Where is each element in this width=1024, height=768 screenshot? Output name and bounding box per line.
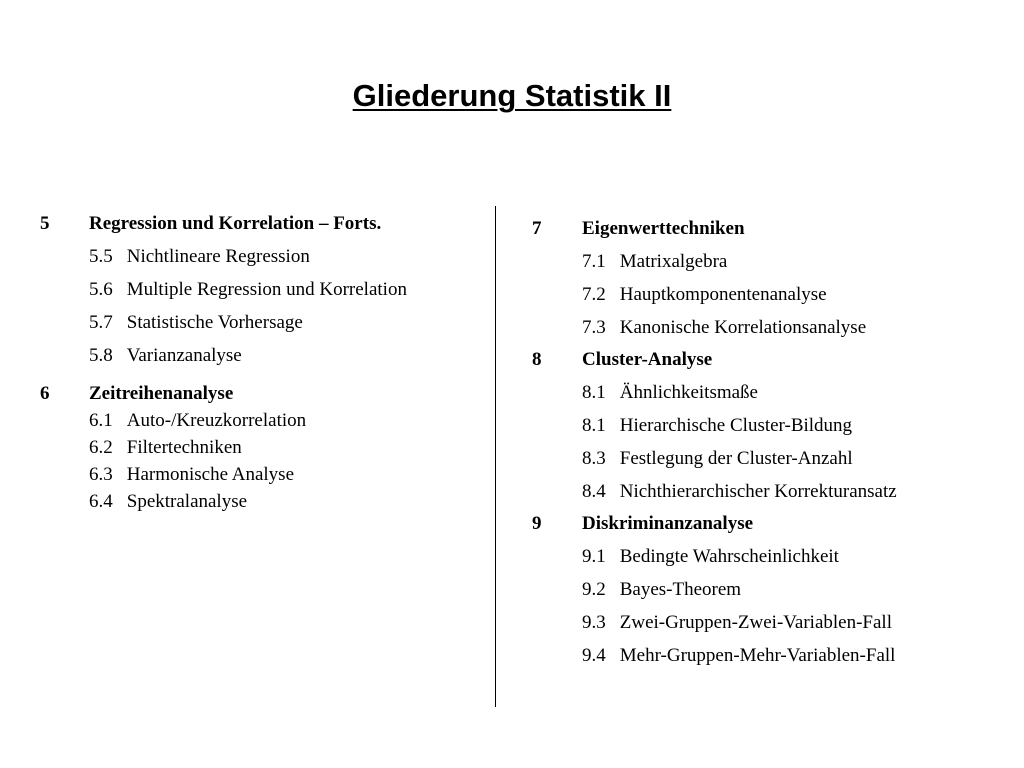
item-label: Hauptkomponentenanalyse [619, 284, 827, 305]
page-title-text: Gliederung Statistik II [352, 78, 672, 113]
item-number: 6.3 [89, 464, 113, 485]
list-item [89, 463, 294, 487]
list-item [89, 245, 310, 269]
item-label: Spektralanalyse [126, 491, 248, 512]
item-label: Kanonische Korrelationsanalyse [619, 317, 867, 338]
item-number: 8.3 [582, 448, 606, 469]
item-number: 6.1 [89, 410, 113, 431]
item-label: Ähnlichkeitsmaße [619, 382, 758, 403]
item-label: Auto-/Kreuzkorrelation [126, 410, 307, 431]
list-item [582, 316, 866, 340]
list-item [89, 344, 242, 368]
list-item [582, 381, 758, 405]
list-item [582, 414, 852, 438]
list-item [89, 409, 306, 433]
item-number: 7.3 [582, 317, 606, 338]
item-label: Mehr-Gruppen-Mehr-Variablen-Fall [619, 645, 896, 666]
list-item [582, 644, 895, 668]
list-item [582, 480, 897, 504]
item-label: Nichtlineare Regression [126, 246, 310, 267]
list-item [582, 611, 892, 635]
item-number: 9.1 [582, 546, 606, 567]
item-number: 8.1 [582, 415, 606, 436]
item-number: 5.5 [89, 246, 113, 267]
item-label: Festlegung der Cluster-Anzahl [619, 448, 853, 469]
item-label: Varianzanalyse [126, 345, 242, 366]
list-item [89, 490, 247, 514]
list-item [582, 447, 853, 471]
item-number: 7.1 [582, 251, 606, 272]
list-item [582, 545, 839, 569]
section-number: 8 [532, 349, 542, 370]
list-item [582, 283, 827, 307]
item-number: 8.1 [582, 382, 606, 403]
item-number: 7.2 [582, 284, 606, 305]
list-item [582, 250, 727, 274]
section-number: 6 [40, 383, 50, 404]
item-label: Zwei-Gruppen-Zwei-Variablen-Fall [619, 612, 892, 633]
section-heading: Regression und Korrelation – Forts. [89, 213, 382, 234]
item-label: Statistische Vorhersage [126, 312, 303, 333]
item-number: 6.4 [89, 491, 113, 512]
column-divider [495, 206, 496, 707]
item-number: 8.4 [582, 481, 606, 502]
page-title [0, 76, 1024, 116]
section-heading: Diskriminanzanalyse [582, 513, 754, 534]
section-number: 9 [532, 513, 542, 534]
item-label: Harmonische Analyse [126, 464, 295, 485]
item-label: Bedingte Wahrscheinlichkeit [619, 546, 839, 567]
item-number: 9.4 [582, 645, 606, 666]
item-label: Nichthierarchischer Korrekturansatz [619, 481, 897, 502]
list-item [582, 578, 741, 602]
section-number: 5 [40, 213, 50, 234]
item-label: Matrixalgebra [619, 251, 728, 272]
item-number: 6.2 [89, 437, 113, 458]
section-heading: Cluster-Analyse [582, 349, 713, 370]
item-number: 5.8 [89, 345, 113, 366]
list-item [89, 311, 303, 335]
item-label: Hierarchische Cluster-Bildung [619, 415, 853, 436]
item-number: 9.3 [582, 612, 606, 633]
list-item [89, 278, 407, 302]
section-heading: Eigenwerttechniken [582, 218, 745, 239]
item-label: Filtertechniken [126, 437, 242, 458]
item-number: 5.7 [89, 312, 113, 333]
item-label: Bayes-Theorem [619, 579, 742, 600]
section-heading: Zeitreihenanalyse [89, 383, 234, 404]
item-number: 9.2 [582, 579, 606, 600]
item-label: Multiple Regression und Korrelation [126, 279, 407, 300]
item-number: 5.6 [89, 279, 113, 300]
section-number: 7 [532, 218, 542, 239]
list-item [89, 436, 242, 460]
